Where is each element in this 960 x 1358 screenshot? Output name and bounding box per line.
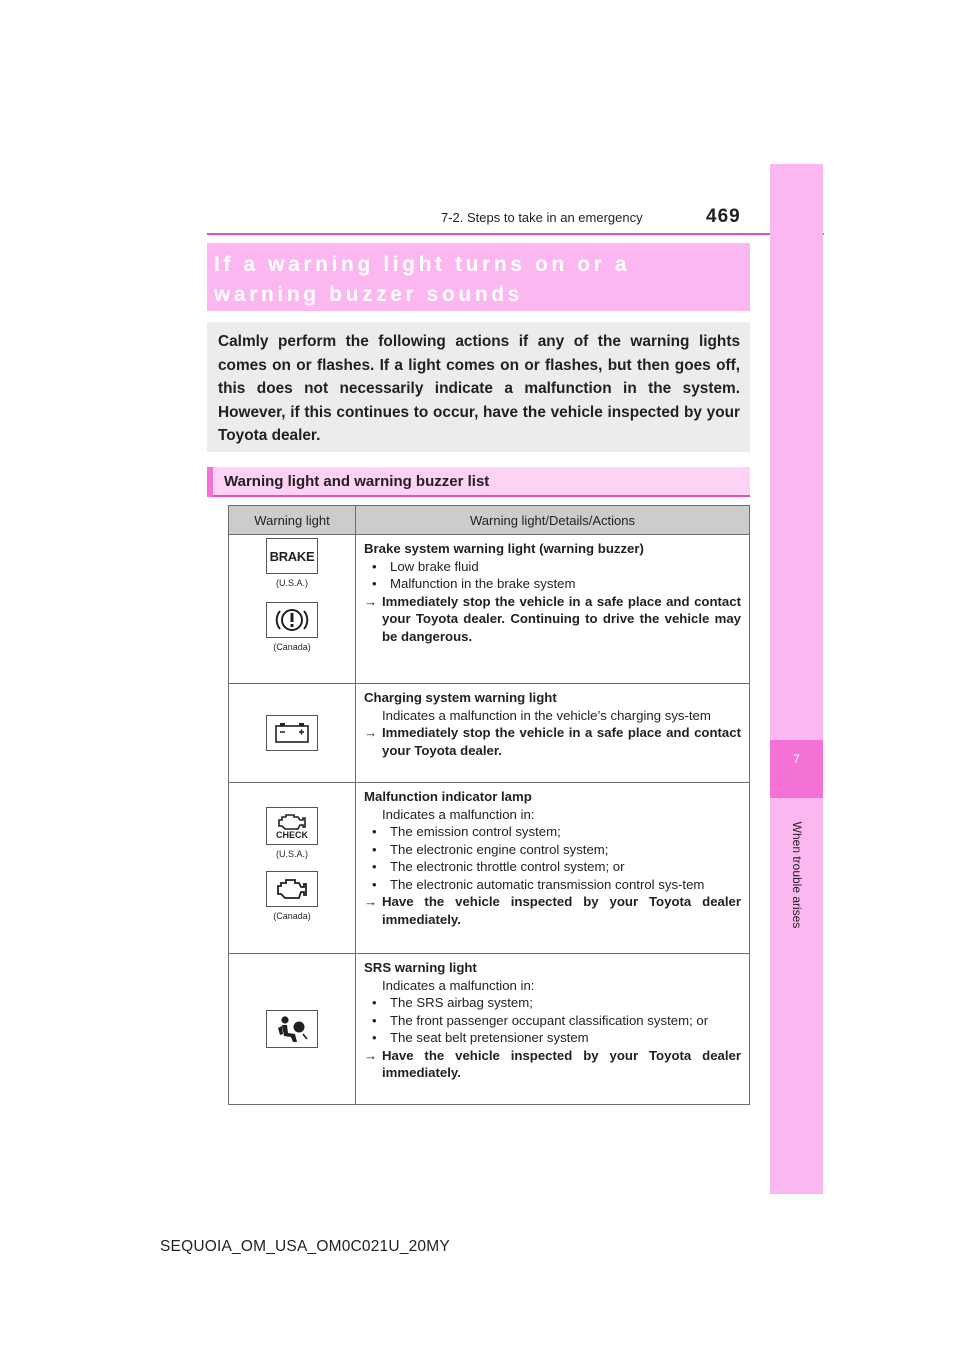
header-rule: [207, 233, 824, 235]
details-cell: [356, 684, 750, 783]
section-title: 7-2. Steps to take in an emergency: [441, 210, 643, 225]
row-heading: SRS warning light: [364, 960, 477, 975]
table-row: [229, 783, 750, 954]
brake-text-icon: [266, 538, 318, 574]
icon-cell: [229, 954, 356, 1105]
icon-cell: [229, 783, 356, 954]
row-heading: Malfunction indicator lamp: [364, 789, 532, 804]
icon-caption: (U.S.A.): [275, 578, 308, 588]
row-detail: Indicates a malfunction in:: [382, 977, 535, 993]
airbag-icon: [266, 1010, 318, 1048]
list-item: • The electronic automatic transmission control sys-tem: [372, 876, 705, 892]
subheading-accent: [207, 467, 213, 497]
page-number: 469: [706, 206, 741, 227]
list-item: • The seat belt pretensioner system: [372, 1030, 589, 1045]
row-heading: Brake system warning light (warning buzzer): [364, 541, 644, 556]
engine-icon: [266, 871, 318, 907]
brake-icon-label: BRAKE: [269, 548, 315, 564]
battery-icon: [266, 715, 318, 751]
table-row: [229, 684, 750, 783]
icon-cell: [229, 535, 356, 684]
details-cell: [356, 535, 750, 684]
icon-cell: [229, 684, 356, 783]
table-header-row: [229, 506, 750, 535]
list-item: • Low brake fluid: [372, 558, 479, 574]
footer-document-code: SEQUOIA_OM_USA_OM0C021U_20MY: [160, 1238, 450, 1255]
arrow-icon: →: [364, 894, 378, 909]
chapter-label: [770, 810, 823, 940]
row-heading: Charging system warning light: [364, 690, 557, 705]
icon-caption: (Canada): [273, 642, 311, 652]
arrow-icon: →: [364, 1047, 378, 1063]
action-text: → Immediately stop the vehicle in a safe place and contact your Toyota dealer.: [364, 725, 741, 758]
icon-caption: (Canada): [273, 911, 311, 921]
list-item: • The SRS airbag system;: [372, 995, 533, 1010]
arrow-icon: →: [364, 593, 378, 609]
details-cell: [356, 783, 750, 954]
table-row: [229, 954, 750, 1105]
table-row: [229, 535, 750, 684]
action-text: → Have the vehicle inspected by your Toyota dealer immediately.: [364, 1047, 741, 1080]
chapter-side-tab: [770, 164, 823, 1194]
list-item: • The emission control system;: [372, 824, 561, 839]
chapter-tab-marker: [770, 740, 823, 798]
arrow-icon: →: [364, 725, 378, 740]
intro-text: Calmly perform the following actions if any of the warning lights comes on or flashes. If a light comes on or flashes, but then goes off, this does not necessarily indicate a malfunction in the system. However, if this continues to occur, have the vehicle inspected by your Toyota dealer.: [218, 333, 740, 445]
column-header-warning-light: Warning light: [229, 506, 356, 535]
icon-caption: (U.S.A.): [275, 849, 308, 859]
row-detail: Indicates a malfunction in the vehicle’s charging sys-tem: [382, 707, 711, 723]
page-title: If a warning light turns on or a warning buzzer sounds: [214, 253, 631, 306]
chapter-number: 7: [793, 752, 800, 766]
chapter-label-text: When trouble arises: [789, 821, 804, 929]
row-detail: Indicates a malfunction in:: [382, 806, 535, 822]
list-item: • The front passenger occupant classification system; or: [372, 1012, 709, 1028]
column-header-details: Warning light/Details/Actions: [356, 506, 750, 535]
warning-light-table: [228, 505, 750, 1105]
action-text: → Have the vehicle inspected by your Toyota dealer immediately.: [364, 894, 741, 927]
details-cell: [356, 954, 750, 1105]
list-item: • Malfunction in the brake system: [372, 576, 576, 591]
list-item: • The electronic throttle control system; or: [372, 859, 625, 874]
check-icon-label: CHECK: [275, 829, 308, 840]
subheading: Warning light and warning buzzer list: [224, 473, 490, 490]
action-text: → Immediately stop the vehicle in a safe place and contact your Toyota dealer. Continuing to drive the vehicle may be dangerous.: [364, 593, 741, 644]
brake-exclamation-icon: [266, 602, 318, 638]
check-engine-icon: [266, 807, 318, 845]
list-item: • The electronic engine control system;: [372, 841, 609, 857]
